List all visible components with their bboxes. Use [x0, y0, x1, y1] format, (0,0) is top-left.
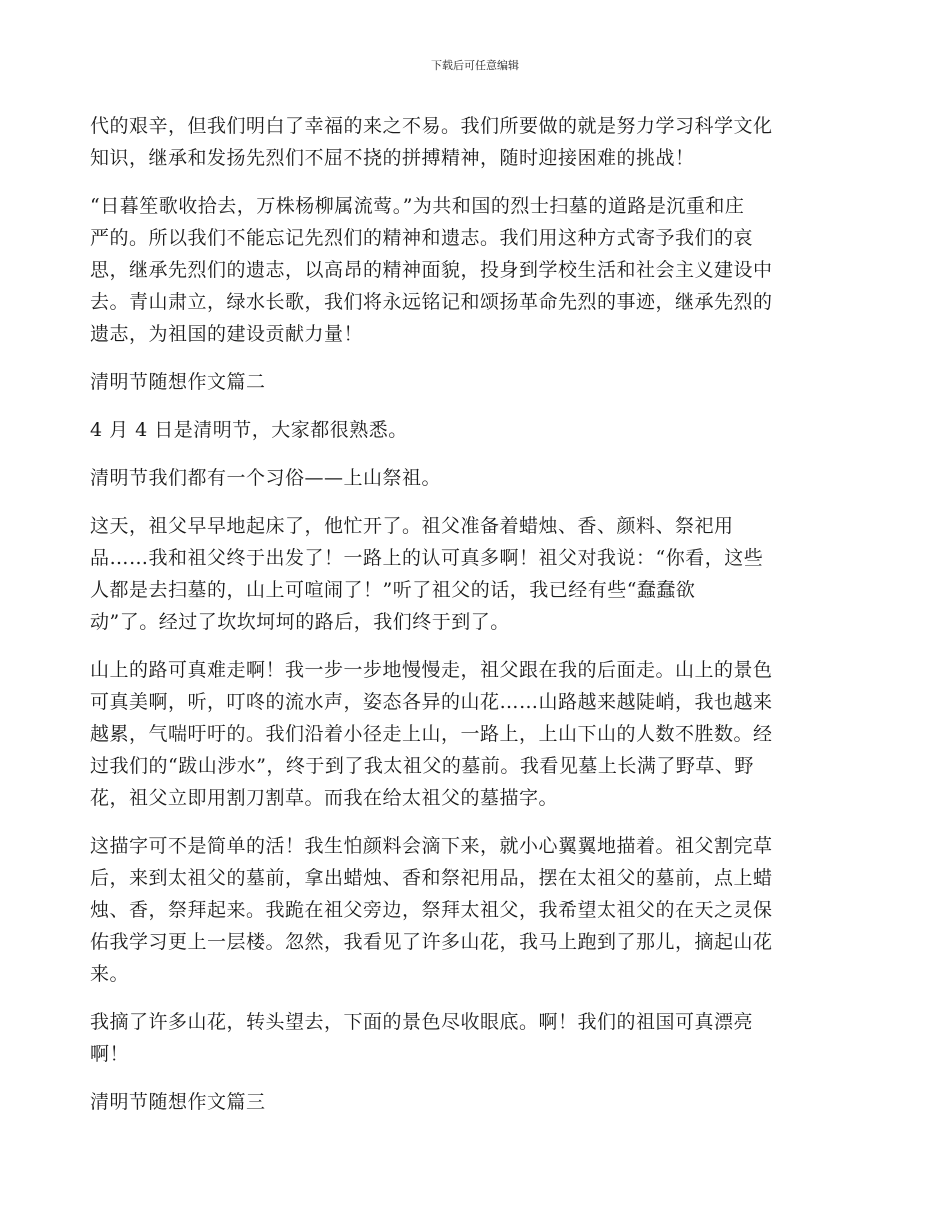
page-header: 下载后可任意编辑: [431, 59, 519, 72]
paragraph-date: 4 月 4 日是清明节，大家都很熟悉。: [90, 419, 408, 441]
section-heading-part-two: 清明节随想作文篇二: [90, 371, 266, 393]
document-body: [90, 110, 870, 1134]
paragraph-tomb-tending: 这描字可不是简单的活！我生怕颜料会滴下来，就小心翼翼地描着。祖父割完草 后，来到太祖父的墓前，拿出蜡烛、香和祭祀用品，摆在太祖父的墓前，点上蜡 烛、香，祭拜起来。我跪在祖父旁边，祭拜太祖父，我希望太祖父的在天之灵保 佑我学习更上一层楼。忽然，我看见了许多山花，我马上跑到了那儿，摘起山花 来。: [90, 835, 773, 985]
paragraph-view: 我摘了许多山花，转头望去，下面的景色尽收眼底。啊！我们的祖国可真漂亮 啊！: [90, 1011, 754, 1065]
paragraph-departure: 这天，祖父早早地起床了，他忙开了。祖父准备着蜡烛、香、颜料、祭祀用 品……我和祖父终于出发了！一路上的认可真多啊！祖父对我说：“你看，这些 人都是去扫墓的，山上可喧闹了！”听了祖父的话，我已经有些“蠢蠢欲 动”了。经过了坎坎坷坷的路后，我们终于到了。: [90, 515, 764, 633]
section-heading-part-three: 清明节随想作文篇三: [90, 1091, 266, 1113]
paragraph-custom: 清明节我们都有一个习俗——上山祭祖。: [90, 467, 442, 489]
paragraph-poem-quote: “日暮笙歌收拾去，万株杨柳属流莺。”为共和国的烈士扫墓的道路是沉重和庄 严的。所以我们不能忘记先烈们的精神和遗志。我们用这种方式寄予我们的哀 思，继承先烈们的遗志，以高昂的精神面貌，投身到学校生活和社会主义建设中 去。青山肃立，绿水长歌，我们将永远铭记和颂扬革命先烈的事迹，继承先烈的 遗志，为祖国的建设贡献力量！: [90, 195, 773, 345]
paragraph-mountain-path: 山上的路可真难走啊！我一步一步地慢慢走，祖父跟在我的后面走。山上的景色 可真美啊，听，叮咚的流水声，姿态各异的山花……山路越来越陡峭，我也越来 越累，气喘吁吁的。我们沿着小径走上山，一路上，上山下山的人数不胜数。经 过我们的“跋山涉水”，终于到了我太祖父的墓前。我看见墓上长满了野草、野 花，祖父立即用割刀割草。而我在给太祖父的墓描字。: [90, 659, 773, 809]
paragraph-continuation: 代的艰辛，但我们明白了幸福的来之不易。我们所要做的就是努力学习科学文化 知识，继承和发扬先烈们不屈不挠的拼搏精神，随时迎接困难的挑战！: [90, 115, 773, 169]
